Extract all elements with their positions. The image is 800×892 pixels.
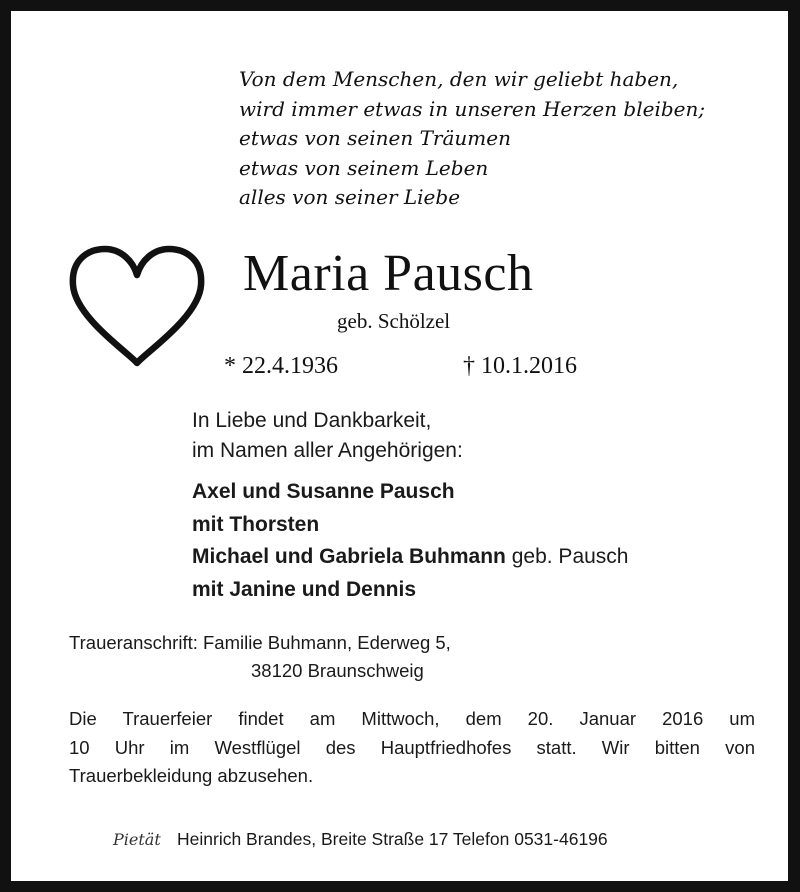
mourner-names: Michael und Gabriela Buhmann <box>192 545 506 568</box>
intro-line: In Liebe und Dankbarkeit, <box>192 409 432 432</box>
deceased-name: Maria Pausch <box>243 245 534 302</box>
mourning-address-line: Traueranschrift: Familie Buhmann, Ederweg 5, <box>69 632 451 653</box>
mourner-line <box>192 476 628 509</box>
poem-line: etwas von seinen Träumen <box>239 126 511 150</box>
mourner-names: Axel und Susanne Pausch <box>192 480 455 503</box>
ceremony-line: Die Trauerfeier findet am Mittwoch, dem 20. Januar 2016 um <box>69 708 755 729</box>
undertaker-details: Heinrich Brandes, Breite Straße 17 Telefon 0531-46196 <box>177 829 608 849</box>
birth-date: * 22.4.1936 <box>224 353 338 379</box>
mourner-names: mit Thorsten <box>192 512 320 536</box>
undertaker-footer <box>111 825 608 853</box>
pietaet-logo-text: Pietät <box>113 830 161 849</box>
poem-line: etwas von seinem Leben <box>239 155 489 180</box>
intro-text <box>192 406 463 466</box>
ceremony-line: Trauerbekleidung abzusehen. <box>69 765 314 786</box>
mourner-names: mit Janine und Dennis <box>192 577 417 601</box>
intro-line: im Namen aller Angehörigen: <box>192 439 463 462</box>
pietaet-logo <box>111 826 173 852</box>
ceremony-line: 10 Uhr im Westflügel des Hauptfriedhofes statt. Wir bitten von <box>69 736 755 758</box>
poem-line: alles von seiner Liebe <box>239 185 461 209</box>
poem-line: wird immer etwas in unseren Herzen bleiben; <box>239 96 706 121</box>
funeral-ceremony-info <box>69 705 755 791</box>
maiden-name: geb. Schölzel <box>337 309 451 333</box>
mourner-line <box>192 509 628 542</box>
mourner-line <box>192 574 628 607</box>
death-date: † 10.1.2016 <box>463 353 577 379</box>
mourner-note: geb. Pausch <box>505 545 629 568</box>
poem-line: Von dem Menschen, den wir geliebt haben, <box>239 67 679 91</box>
memorial-poem <box>239 65 705 213</box>
mourners-list <box>192 476 628 606</box>
mourner-line <box>192 541 628 574</box>
mourning-address-city: 38120 Braunschweig <box>251 660 424 681</box>
heart-icon <box>69 245 205 371</box>
